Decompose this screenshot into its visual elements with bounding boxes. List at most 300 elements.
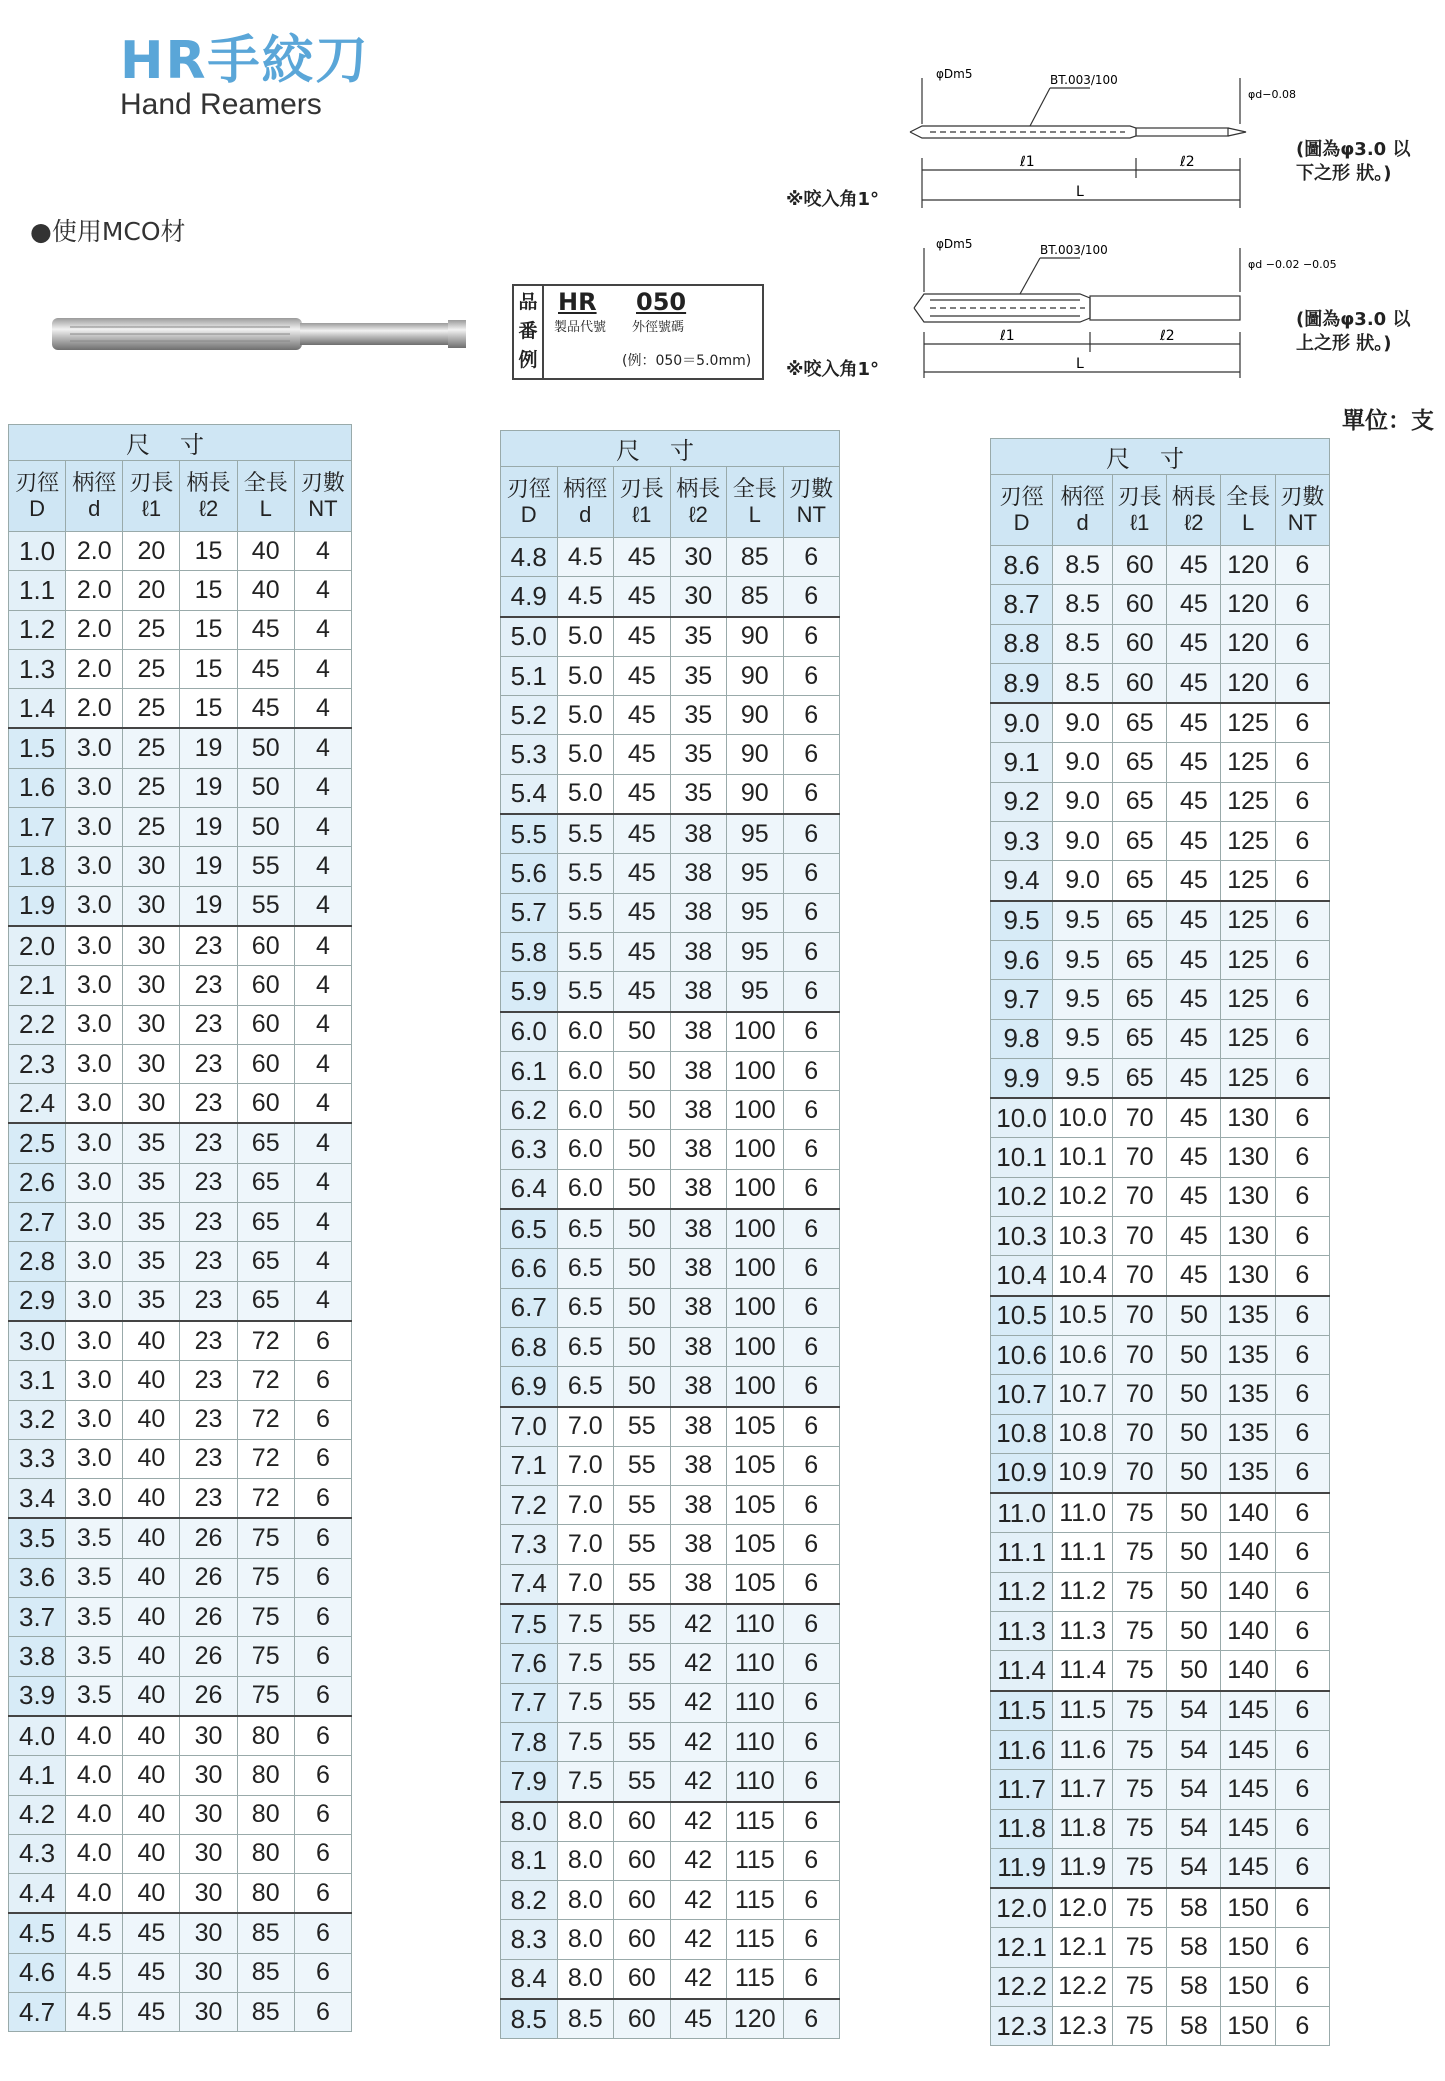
table-cell: 1.2 (9, 610, 66, 649)
table-cell: 3.0 (66, 1123, 123, 1163)
spec-table-2 (500, 430, 840, 2039)
table-row (9, 728, 352, 768)
table-cell: 1.4 (9, 689, 66, 729)
table-cell: 70 (1113, 1138, 1167, 1177)
table-cell: 8.4 (501, 1959, 558, 1999)
table-cell: 70 (1113, 1217, 1167, 1256)
table-cell: 23 (180, 1203, 237, 1242)
table-cell: 9.0 (1053, 782, 1113, 821)
table-cell: 8.6 (991, 546, 1053, 585)
table-cell: 6.1 (501, 1051, 558, 1090)
table-cell: 3.9 (9, 1676, 66, 1716)
table-cell: 6.5 (557, 1249, 614, 1288)
table-cell: 5.5 (501, 814, 558, 854)
table-cell: 6 (1275, 624, 1329, 663)
table-cell: 9.0 (1053, 822, 1113, 861)
table-cell: 5.7 (501, 893, 558, 932)
table-cell: 7.7 (501, 1683, 558, 1722)
table-row (9, 1598, 352, 1637)
table-row (501, 538, 840, 577)
table-cell: 60 (1113, 546, 1167, 585)
table-cell: 70 (1113, 1098, 1167, 1138)
l2-label: ℓ2 (1180, 154, 1195, 170)
table-cell: 6 (294, 1795, 351, 1834)
table-cell: 3.0 (66, 886, 123, 926)
table-cell: 6 (783, 854, 840, 893)
table-cell: 9.5 (1053, 940, 1113, 979)
table-cell: 45 (1167, 1138, 1221, 1177)
table-cell: 40 (123, 1558, 180, 1597)
table-cell: 10.8 (1053, 1414, 1113, 1453)
table-cell: 6 (294, 1756, 351, 1795)
table-cell: 60 (237, 926, 294, 966)
table-cell: 75 (1113, 1691, 1167, 1731)
table-cell: 10.4 (991, 1256, 1053, 1296)
table-cell: 95 (727, 854, 784, 893)
table-cell: 125 (1221, 782, 1275, 821)
col-header: 刃長 ℓ1 (123, 461, 180, 532)
table-cell: 6 (783, 1091, 840, 1130)
table-cell: 6 (783, 1249, 840, 1288)
table-cell: 7.0 (557, 1525, 614, 1564)
table-cell: 60 (614, 1999, 671, 2039)
table-cell: 65 (1113, 901, 1167, 941)
table-row (991, 1730, 1330, 1769)
table-cell: 4.0 (66, 1795, 123, 1834)
table-cell: 7.0 (557, 1446, 614, 1485)
table-cell: 150 (1221, 2006, 1275, 2045)
table-cell: 60 (1113, 663, 1167, 703)
table-cell: 35 (123, 1203, 180, 1242)
table-cell: 130 (1221, 1177, 1275, 1216)
table-cell: 6.0 (557, 1130, 614, 1169)
table-cell: 105 (727, 1486, 784, 1525)
table-row (501, 1881, 840, 1920)
table-row (9, 1044, 352, 1083)
table-cell: 75 (237, 1518, 294, 1558)
bt-label: BT.003/100 (1040, 243, 1108, 257)
table-cell: 6 (1275, 1533, 1329, 1572)
table-cell: 5.1 (501, 656, 558, 695)
table-cell: 35 (670, 774, 727, 814)
table-cell: 45 (614, 932, 671, 971)
table-cell: 6 (783, 1841, 840, 1880)
table-cell: 6.7 (501, 1288, 558, 1327)
table-cell: 110 (727, 1683, 784, 1722)
table-cell: 7.4 (501, 1564, 558, 1604)
table-cell: 4 (294, 1084, 351, 1124)
table-cell: 6.5 (557, 1209, 614, 1249)
table-cell: 3.0 (66, 1361, 123, 1400)
table-cell: 65 (1113, 1058, 1167, 1098)
col-header: 全長 L (237, 461, 294, 532)
table-row (501, 1564, 840, 1604)
table-row (501, 893, 840, 932)
table-cell: 115 (727, 1959, 784, 1999)
table-cell: 38 (670, 1367, 727, 1407)
table-cell: 23 (180, 1479, 237, 1519)
table-cell: 11.9 (1053, 1848, 1113, 1888)
table-row (991, 1414, 1330, 1453)
l2-label: ℓ2 (1160, 328, 1175, 344)
table-cell: 6 (783, 814, 840, 854)
table-cell: 6 (783, 1130, 840, 1169)
table-cell: 65 (1113, 980, 1167, 1019)
table-cell: 6 (783, 1209, 840, 1249)
table-cell: 8.0 (557, 1802, 614, 1842)
table-row (501, 774, 840, 814)
table-cell: 7.0 (557, 1564, 614, 1604)
table-cell: 4 (294, 689, 351, 729)
table-cell: 72 (237, 1479, 294, 1519)
col-header: 柄長 ℓ2 (1167, 475, 1221, 546)
table-row (991, 1375, 1330, 1414)
table-cell: 11.6 (991, 1730, 1053, 1769)
table-cell: 8.9 (991, 663, 1053, 703)
table-cell: 65 (237, 1203, 294, 1242)
table-cell: 140 (1221, 1533, 1275, 1572)
table-cell: 19 (180, 728, 237, 768)
table-row (9, 1123, 352, 1163)
table-cell: 9.1 (991, 743, 1053, 782)
table-cell: 65 (1113, 822, 1167, 861)
table-cell: 45 (614, 972, 671, 1012)
table-cell: 19 (180, 768, 237, 807)
col-header: 刃徑 D (9, 461, 66, 532)
table-row (501, 617, 840, 657)
table-cell: 10.2 (991, 1177, 1053, 1216)
table-cell: 54 (1167, 1770, 1221, 1809)
table-cell: 75 (1113, 1730, 1167, 1769)
table-cell: 42 (670, 1762, 727, 1802)
table-cell: 125 (1221, 1058, 1275, 1098)
table-cell: 4 (294, 1163, 351, 1202)
table-cell: 45 (237, 610, 294, 649)
table-cell: 40 (123, 1834, 180, 1873)
table-cell: 20 (123, 571, 180, 610)
table-cell: 55 (614, 1446, 671, 1485)
table-row (501, 1091, 840, 1130)
table-cell: 6.5 (557, 1288, 614, 1327)
table-cell: 3.0 (66, 966, 123, 1005)
table-cell: 6 (783, 538, 840, 577)
table-cell: 30 (123, 1005, 180, 1044)
table-row (501, 932, 840, 971)
table-cell: 50 (1167, 1296, 1221, 1336)
table-cell: 11.1 (1053, 1533, 1113, 1572)
table-row (991, 901, 1330, 941)
table-cell: 4 (294, 649, 351, 688)
table-cell: 125 (1221, 822, 1275, 861)
table-cell: 38 (670, 1169, 727, 1209)
table-cell: 5.2 (501, 696, 558, 735)
table-cell: 6 (783, 1762, 840, 1802)
table-cell: 1.3 (9, 649, 66, 688)
table-row (991, 624, 1330, 663)
table-cell: 6.0 (557, 1091, 614, 1130)
entry-angle-note: ※咬入角1° (786, 359, 880, 380)
table-cell: 125 (1221, 743, 1275, 782)
table-cell: 7.2 (501, 1486, 558, 1525)
table-cell: 140 (1221, 1572, 1275, 1611)
col-header: 柄徑 d (66, 461, 123, 532)
table-row (9, 1439, 352, 1478)
table-cell: 58 (1167, 2006, 1221, 2045)
table-cell: 23 (180, 966, 237, 1005)
table-row (991, 1888, 1330, 1928)
table-cell: 65 (1113, 1019, 1167, 1058)
table-cell: 40 (123, 1479, 180, 1519)
table-cell: 75 (237, 1676, 294, 1716)
table-cell: 6 (1275, 703, 1329, 743)
table-cell: 23 (180, 1361, 237, 1400)
table-row (991, 980, 1330, 1019)
table-cell: 23 (180, 1400, 237, 1439)
table-cell: 60 (237, 1044, 294, 1083)
table-cell: 30 (180, 1795, 237, 1834)
table-cell: 6.5 (501, 1209, 558, 1249)
table-cell: 3.2 (9, 1400, 66, 1439)
table-row (501, 814, 840, 854)
table-cell: 45 (614, 696, 671, 735)
table-cell: 2.2 (9, 1005, 66, 1044)
table-cell: 100 (727, 1249, 784, 1288)
table-cell: 5.5 (557, 893, 614, 932)
table-cell: 8.7 (991, 585, 1053, 624)
table-cell: 8.5 (1053, 546, 1113, 585)
table-row (501, 1486, 840, 1525)
table-row (991, 2006, 1330, 2045)
table-cell: 35 (123, 1163, 180, 1202)
table-cell: 58 (1167, 1928, 1221, 1967)
table-cell: 12.3 (991, 2006, 1053, 2045)
table-cell: 30 (670, 577, 727, 617)
table-cell: 23 (180, 1084, 237, 1124)
table-row (501, 1722, 840, 1761)
table-cell: 26 (180, 1676, 237, 1716)
table-cell: 55 (237, 847, 294, 886)
table-row (9, 1795, 352, 1834)
table-row (991, 822, 1330, 861)
table-row (991, 743, 1330, 782)
table-cell: 6 (294, 1874, 351, 1914)
table-cell: 6.0 (557, 1051, 614, 1090)
table-cell: 8.5 (1053, 663, 1113, 703)
table-cell: 11.3 (1053, 1612, 1113, 1651)
table-row (9, 1874, 352, 1914)
table-cell: 38 (670, 1446, 727, 1485)
table-cell: 6 (783, 1881, 840, 1920)
table-cell: 6 (1275, 1217, 1329, 1256)
table-cell: 45 (670, 1999, 727, 2039)
table-cell: 60 (614, 1920, 671, 1959)
table-cell: 150 (1221, 1967, 1275, 2006)
table-cell: 5.0 (557, 656, 614, 695)
table-row (991, 1019, 1330, 1058)
d-label: φd −0.02 −0.05 (1248, 258, 1337, 271)
table-row (501, 696, 840, 735)
table-cell: 6 (1275, 782, 1329, 821)
col-header: 柄徑 d (1053, 475, 1113, 546)
table-cell: 3.5 (9, 1518, 66, 1558)
table-cell: 50 (614, 1130, 671, 1169)
reamer-photo (50, 310, 470, 358)
table-cell: 6 (1275, 1691, 1329, 1731)
table-cell: 75 (1113, 2006, 1167, 2045)
table-cell: 95 (727, 814, 784, 854)
table-cell: 3.0 (66, 1400, 123, 1439)
table-cell: 125 (1221, 980, 1275, 1019)
table-cell: 3.0 (66, 1084, 123, 1124)
table-cell: 145 (1221, 1730, 1275, 1769)
table-cell: 75 (1113, 1533, 1167, 1572)
table-cell: 65 (237, 1281, 294, 1321)
table-cell: 25 (123, 649, 180, 688)
table-cell: 23 (180, 1123, 237, 1163)
table-cell: 55 (614, 1564, 671, 1604)
table-cell: 110 (727, 1762, 784, 1802)
table-cell: 10.0 (991, 1098, 1053, 1138)
table-cell: 70 (1113, 1414, 1167, 1453)
table-row (501, 1407, 840, 1447)
table-cell: 42 (670, 1920, 727, 1959)
table-row (501, 1051, 840, 1090)
table-cell: 80 (237, 1716, 294, 1756)
small-shape-caption: (圖為φ3.0 以下之形 狀。) (1296, 139, 1411, 184)
table-cell: 45 (614, 814, 671, 854)
table-cell: 9.0 (991, 703, 1053, 743)
table-cell: 15 (180, 649, 237, 688)
table-cell: 3.0 (66, 1242, 123, 1281)
table-cell: 45 (1167, 585, 1221, 624)
table-cell: 45 (123, 1992, 180, 2031)
unit-label: 單位：支 (1342, 408, 1434, 434)
table-cell: 6 (1275, 1177, 1329, 1216)
table-cell: 6 (1275, 1572, 1329, 1611)
table-cell: 3.5 (66, 1598, 123, 1637)
table-cell: 40 (123, 1400, 180, 1439)
table-cell: 30 (123, 926, 180, 966)
table-cell: 3.6 (9, 1558, 66, 1597)
table-cell: 135 (1221, 1453, 1275, 1493)
table-cell: 135 (1221, 1335, 1275, 1374)
table-cell: 100 (727, 1209, 784, 1249)
d-label: φd−0.08 (1248, 88, 1296, 101)
table-cell: 40 (123, 1637, 180, 1676)
table-cell: 80 (237, 1874, 294, 1914)
table-cell: 10.5 (991, 1296, 1053, 1336)
table-cell: 65 (237, 1242, 294, 1281)
table-cell: 30 (180, 1953, 237, 1992)
table-cell: 40 (123, 1795, 180, 1834)
table-cell: 6.5 (557, 1327, 614, 1366)
table-cell: 2.4 (9, 1084, 66, 1124)
table-cell: 70 (1113, 1375, 1167, 1414)
table-cell: 6.5 (557, 1367, 614, 1407)
table-cell: 75 (237, 1637, 294, 1676)
table-cell: 50 (614, 1367, 671, 1407)
entry-angle-note: ※咬入角1° (786, 189, 880, 210)
table-cell: 4.4 (9, 1874, 66, 1914)
table-cell: 20 (123, 532, 180, 571)
table-cell: 26 (180, 1558, 237, 1597)
table-cell: 10.7 (1053, 1375, 1113, 1414)
table-cell: 80 (237, 1834, 294, 1873)
table-cell: 12.1 (1053, 1928, 1113, 1967)
table-cell: 11.0 (1053, 1493, 1113, 1533)
table-cell: 9.5 (1053, 980, 1113, 1019)
table-cell: 11.1 (991, 1533, 1053, 1572)
table-cell: 6 (1275, 1138, 1329, 1177)
table-cell: 45 (614, 577, 671, 617)
table-cell: 3.0 (66, 1439, 123, 1478)
table-cell: 2.8 (9, 1242, 66, 1281)
table-cell: 6 (783, 1564, 840, 1604)
table-cell: 6 (294, 1518, 351, 1558)
table-cell: 65 (1113, 861, 1167, 901)
diagram-large-reamer (900, 228, 1337, 388)
table-cell: 100 (727, 1130, 784, 1169)
table-cell: 45 (1167, 743, 1221, 782)
table-cell: 4.0 (66, 1756, 123, 1795)
table-cell: 54 (1167, 1848, 1221, 1888)
table-cell: 1.7 (9, 808, 66, 847)
table-cell: 145 (1221, 1691, 1275, 1731)
table-row (501, 735, 840, 774)
table-cell: 6 (783, 577, 840, 617)
col-header: 全長 L (1221, 475, 1275, 546)
table-row (501, 1999, 840, 2039)
table-row (9, 1756, 352, 1795)
table-cell: 5.9 (501, 972, 558, 1012)
table-row (9, 689, 352, 729)
table-cell: 45 (123, 1913, 180, 1953)
table-cell: 25 (123, 610, 180, 649)
table-cell: 7.5 (557, 1722, 614, 1761)
table-row (501, 1130, 840, 1169)
table-cell: 3.0 (66, 1203, 123, 1242)
table-cell: 26 (180, 1598, 237, 1637)
table-row (991, 861, 1330, 901)
table-cell: 8.2 (501, 1881, 558, 1920)
table-cell: 45 (614, 656, 671, 695)
table-cell: 6 (783, 1525, 840, 1564)
table-cell: 45 (614, 854, 671, 893)
table-cell: 1.1 (9, 571, 66, 610)
table-row (991, 1058, 1330, 1098)
table-cell: 3.5 (66, 1558, 123, 1597)
table-cell: 23 (180, 1044, 237, 1083)
table-cell: 6 (783, 617, 840, 657)
table-row (501, 972, 840, 1012)
table-cell: 6 (1275, 1809, 1329, 1848)
table-cell: 72 (237, 1361, 294, 1400)
table-cell: 8.1 (501, 1841, 558, 1880)
table-cell: 45 (1167, 901, 1221, 941)
table-row (991, 1651, 1330, 1691)
table-cell: 135 (1221, 1296, 1275, 1336)
col-header: 刃數 NT (1275, 475, 1329, 546)
table-cell: 4.9 (501, 577, 558, 617)
table-cell: 6 (783, 1802, 840, 1842)
table-cell: 30 (123, 1084, 180, 1124)
table-cell: 4 (294, 1005, 351, 1044)
table-cell: 38 (670, 1012, 727, 1052)
table-cell: 38 (670, 1288, 727, 1327)
table-row (501, 1525, 840, 1564)
table-cell: 7.5 (501, 1604, 558, 1644)
table-cell: 2.0 (66, 649, 123, 688)
